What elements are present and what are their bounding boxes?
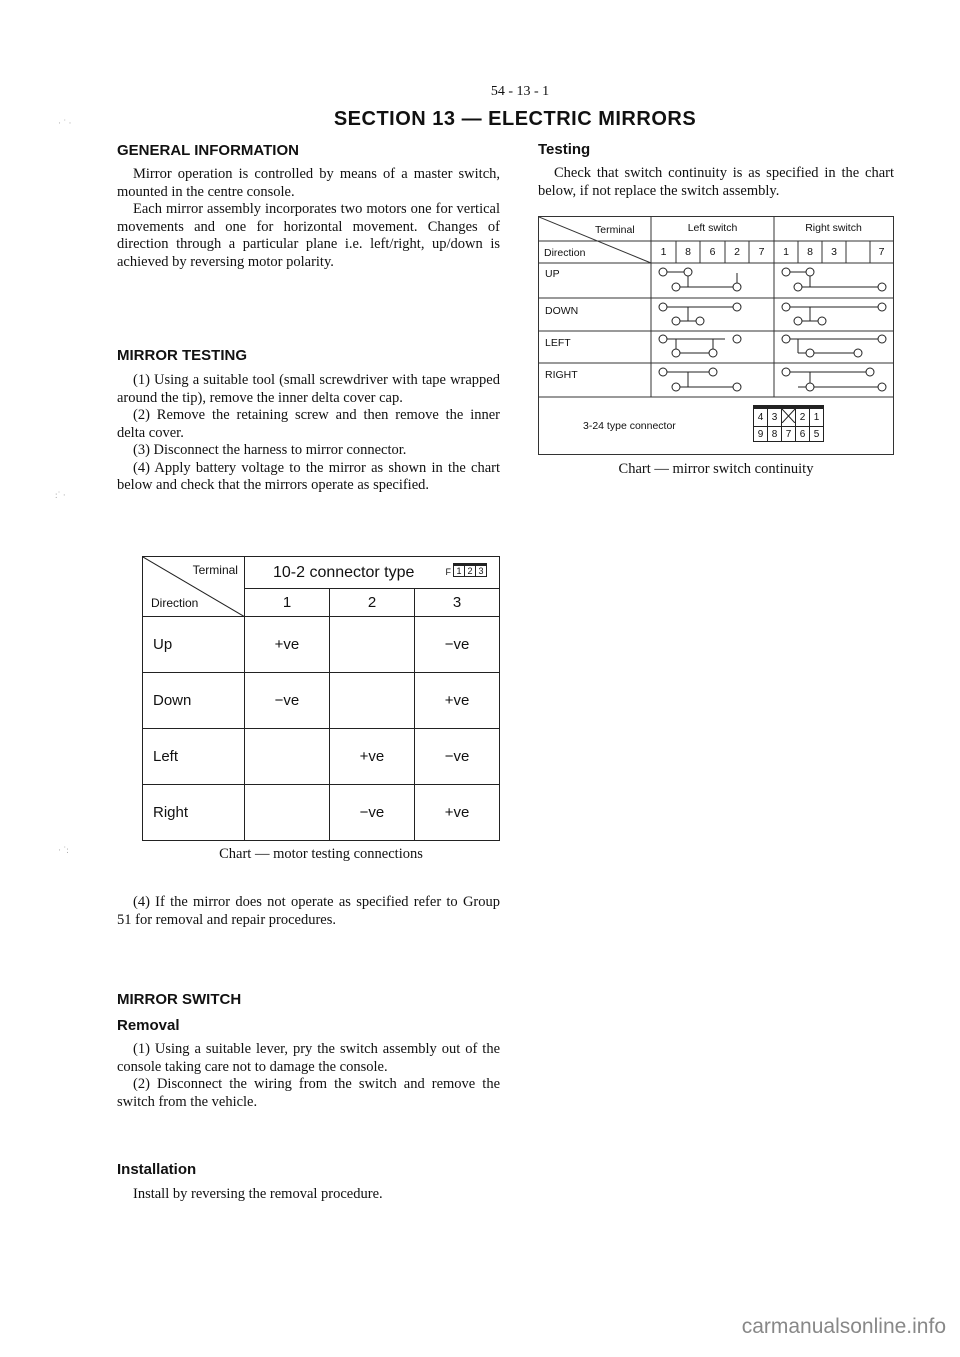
left-switch-label: Left switch xyxy=(687,222,738,234)
step: (4) Apply battery voltage to the mirror as shown in the chart below and check that the mirrors operate as specified. xyxy=(117,459,500,493)
value-cell: −ve xyxy=(414,617,499,673)
column-header: 3 xyxy=(414,589,499,617)
connector-pin-grid xyxy=(753,408,824,442)
switch-chart-caption: Chart — mirror switch continuity xyxy=(618,461,814,477)
connector-pin: 2 xyxy=(465,566,476,576)
terminal-number: 1 xyxy=(783,246,789,258)
direction-cell: Down xyxy=(143,673,245,729)
connector-diagram xyxy=(753,405,824,442)
direction-right: RIGHT xyxy=(545,369,578,381)
direction-label: Direction xyxy=(151,596,199,610)
direction-cell: Right xyxy=(143,785,245,841)
table-row xyxy=(143,673,500,729)
scan-artifact: :˙ · xyxy=(55,490,66,500)
connector-type-label: 3-24 type connector xyxy=(583,420,676,432)
table-row xyxy=(143,729,500,785)
connector-type-cell xyxy=(244,557,499,589)
switch-continuity-chart xyxy=(538,216,894,455)
testing-text xyxy=(538,165,894,200)
step: (1) Using a suitable lever, pry the switch assembly out of the console taking care not to damage the console. xyxy=(117,1041,500,1075)
connector-pin: 1 xyxy=(810,409,824,427)
general-information-text xyxy=(117,166,500,271)
connector-pin: 1 xyxy=(454,566,465,576)
step: (2) Disconnect the wiring from the switch and remove the switch from the vehicle. xyxy=(117,1076,500,1110)
terminal-label: Terminal xyxy=(192,563,238,577)
connector-pin: 3 xyxy=(478,566,484,576)
connector-pin-blank xyxy=(782,409,796,427)
value-cell: +ve xyxy=(244,617,329,673)
connector-pin: 7 xyxy=(782,427,796,442)
value-cell xyxy=(329,617,414,673)
connector-pin: 5 xyxy=(810,427,824,442)
value-cell: −ve xyxy=(329,785,414,841)
connector-icon xyxy=(446,563,488,577)
terminal-number: 2 xyxy=(734,246,740,258)
terminal-number: 7 xyxy=(878,246,885,258)
direction-down: DOWN xyxy=(545,305,579,317)
direction-up: UP xyxy=(545,268,560,280)
terminal-number: 8 xyxy=(685,246,691,258)
general-information-heading: GENERAL INFORMATION xyxy=(117,142,299,159)
paragraph: (4) If the mirror does not operate as specified refer to Group 51 for removal and repair procedures. xyxy=(117,894,500,928)
paragraph: Each mirror assembly incorporates two motors one for vertical movements and one for horizontal movement. Changes of direction through a particular plane i.e. left/right, up/down is achieved by reversing motor polarity. xyxy=(117,201,500,270)
section-title: SECTION 13 — ELECTRIC MIRRORS xyxy=(333,108,697,130)
header-corner-cell xyxy=(143,557,245,617)
value-cell: −ve xyxy=(414,729,499,785)
step: (2) Remove the retaining screw and then remove the inner delta cover. xyxy=(117,407,500,441)
connector-pin: 8 xyxy=(768,427,782,442)
value-cell xyxy=(329,673,414,729)
connector-pin: 3 xyxy=(768,409,782,427)
column-header: 1 xyxy=(244,589,329,617)
step: (3) Disconnect the harness to mirror connector. xyxy=(133,442,407,458)
terminal-number: 6 xyxy=(709,246,716,258)
connector-pins xyxy=(453,563,487,577)
motor-chart-caption: Chart — motor testing connections xyxy=(219,846,423,862)
value-cell xyxy=(244,729,329,785)
paragraph: Check that switch continuity is as specified in the chart below, if not replace the switch assembly. xyxy=(538,165,894,199)
direction-label: Direction xyxy=(544,247,586,259)
motor-testing-chart xyxy=(142,556,500,841)
right-switch-label: Right switch xyxy=(805,222,862,234)
scan-artifact: · ˙: xyxy=(58,845,69,855)
terminal-label: Terminal xyxy=(595,224,635,236)
connector-pin: 6 xyxy=(796,427,810,442)
value-cell xyxy=(244,785,329,841)
cross-icon xyxy=(782,409,795,423)
terminal-number: 1 xyxy=(660,246,667,258)
table-row xyxy=(143,617,500,673)
after-chart-text xyxy=(117,894,500,929)
mirror-testing-steps xyxy=(117,372,500,495)
value-cell: +ve xyxy=(414,785,499,841)
installation-text: Install by reversing the removal procedure. xyxy=(133,1186,383,1202)
step: (1) Using a suitable tool (small screwdriver with tape wrapped around the tip), remove the inner delta cover cap. xyxy=(117,372,500,406)
removal-heading: Removal xyxy=(117,1017,180,1034)
direction-cell: Left xyxy=(143,729,245,785)
direction-left: LEFT xyxy=(545,337,571,349)
mirror-switch-heading: MIRROR SWITCH xyxy=(117,991,242,1008)
connector-pin: 2 xyxy=(796,409,810,427)
value-cell: +ve xyxy=(414,673,499,729)
connector-pin: 9 xyxy=(754,427,768,442)
page-number: 54 - 13 - 1 xyxy=(490,84,550,99)
terminal-number: 7 xyxy=(758,246,765,258)
testing-heading: Testing xyxy=(538,141,591,158)
continuity-marks xyxy=(659,268,886,391)
table-row xyxy=(143,785,500,841)
value-cell: +ve xyxy=(329,729,414,785)
footer-watermark: carmanualsonline.info xyxy=(741,1315,946,1338)
connector-prefix: F xyxy=(445,567,451,577)
removal-steps xyxy=(117,1041,500,1111)
paragraph: Mirror operation is controlled by means of a master switch, mounted in the centre console. xyxy=(117,166,500,200)
installation-heading: Installation xyxy=(117,1161,197,1178)
connector-type-label: 10-2 connector type xyxy=(272,563,415,581)
terminal-number: 8 xyxy=(807,246,813,258)
column-header: 2 xyxy=(329,589,414,617)
value-cell: −ve xyxy=(244,673,329,729)
direction-cell: Up xyxy=(143,617,245,673)
terminal-number: 3 xyxy=(831,246,837,258)
scan-artifact: · ˙ · xyxy=(58,118,72,128)
mirror-testing-heading: MIRROR TESTING xyxy=(117,347,247,364)
connector-pin: 4 xyxy=(754,409,768,427)
